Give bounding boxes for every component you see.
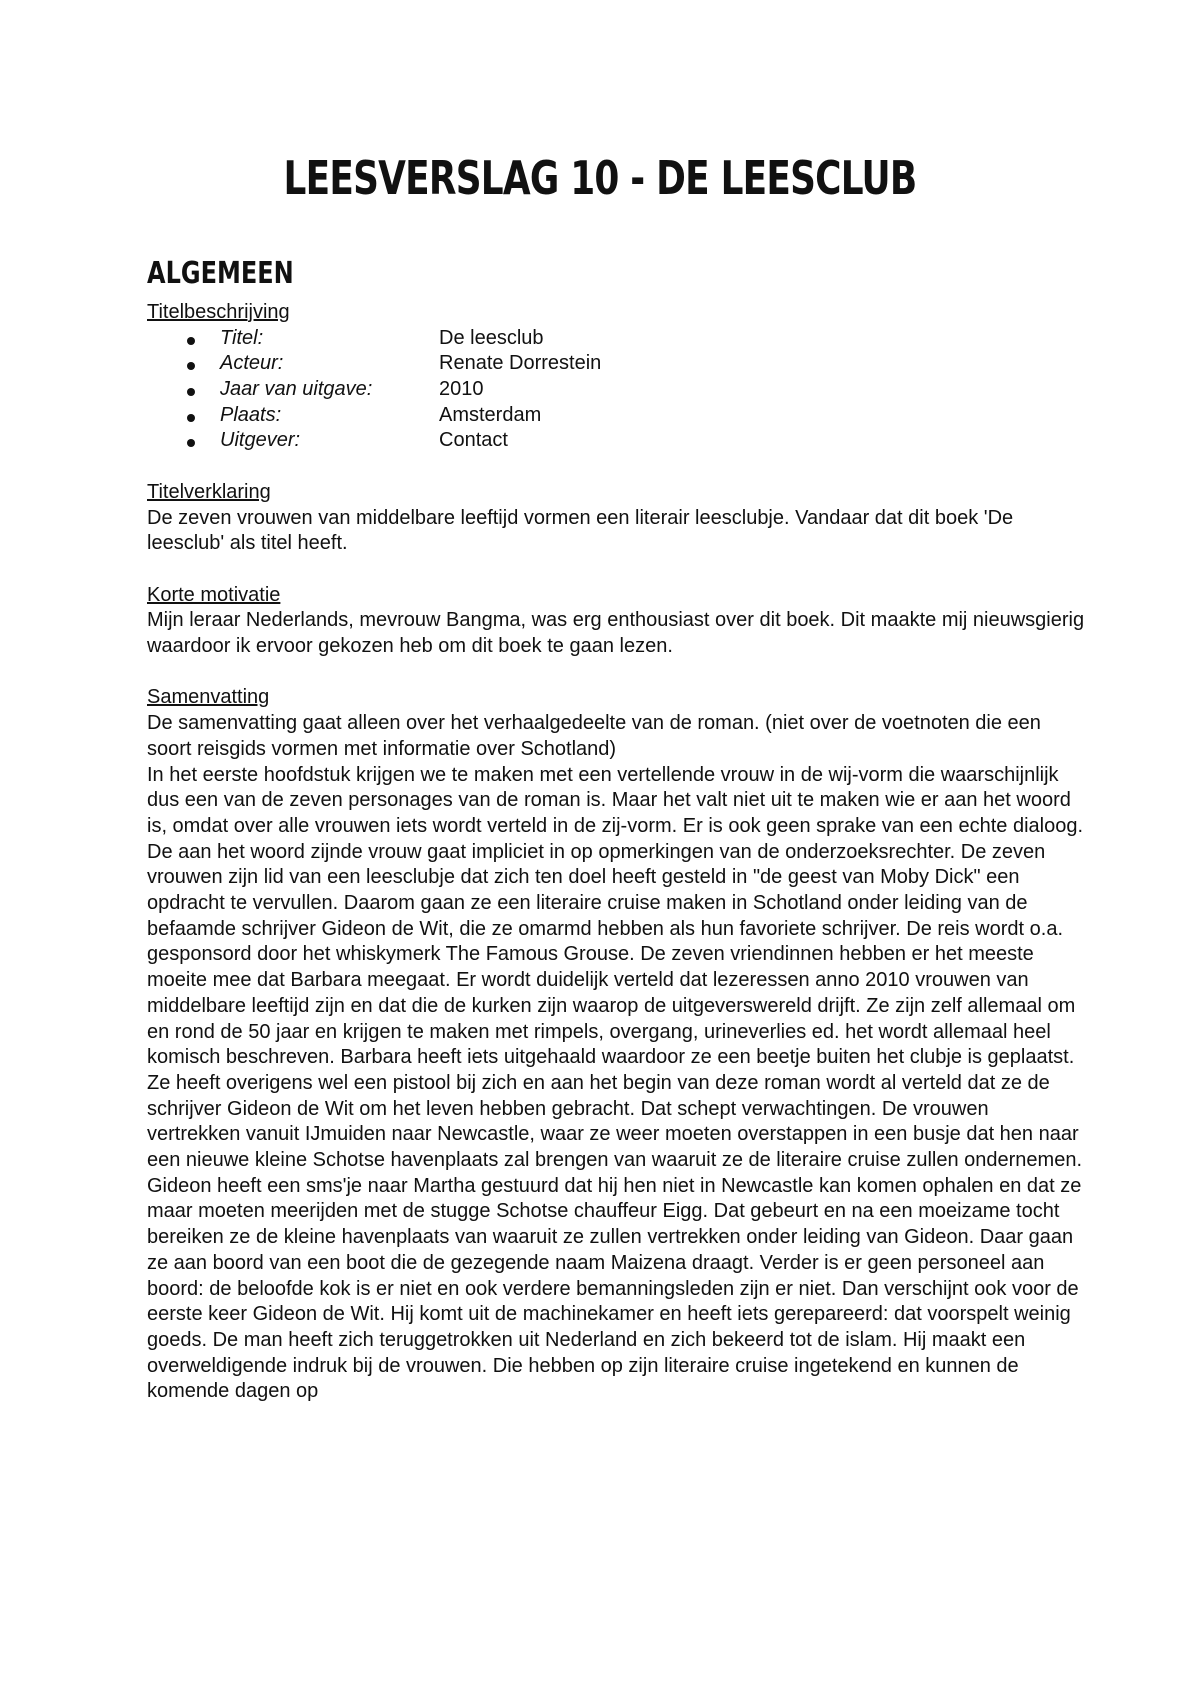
titelverklaring-text: De zeven vrouwen van middelbare leeftijd vormen een literair leesclubje. Vandaar dat dit boek 'De leesclub' als titel heeft. <box>147 506 1014 555</box>
spacer <box>147 454 1087 480</box>
samenvatting-heading: Samenvatting <box>147 686 270 709</box>
titelverklaring-section <box>147 480 1087 557</box>
info-item-titel <box>147 326 1087 352</box>
info-label: Titel: <box>220 326 264 349</box>
korte-motivatie-heading: Korte motivatie <box>147 583 281 606</box>
info-value: 2010 <box>439 378 484 401</box>
titelbeschrijving-heading: Titelbeschrijving <box>147 301 290 323</box>
samenvatting-body: In het eerste hoofdstuk krijgen we te maken met een vertellende vrouw in de wij-vorm die waarschijnlijk dus een van de zeven personages van de roman is. Maar het valt niet uit te maken wie er aan het woord is, omdat over alle vrouwen iets wordt verteld in de zij-vorm. Er is ook geen sprake van een echte dialoog. De aan het woord zijnde vrouw gaat impliciet in op opmerkingen van de onderzoeksrechter. De zeven vrouwen zijn lid van een leesclubje dat zich ten doel heeft gesteld in "de geest van Moby Dick" een opdracht te vervullen. Daarom gaan ze een literaire cruise maken in Schotland onder leiding van de befaamde schrijver Gideon de Wit, die ze omarmd hebben als hun favoriete schrijver. De reis wordt o.a. gesponsord door het whiskymerk The Famous Grouse. De zeven vriendinnen hebben er het meeste moeite mee dat Barbara meegaat. Er wordt duidelijk verteld dat lezeressen anno 2010 vrouwen van middelbare leeftijd zijn en dat die de kurken zijn waarop de uitgeverswereld drijft. Ze zijn zelf allemaal om en rond de 50 jaar en krijgen te maken met rimpels, overgang, urineverlies ed. het wordt allemaal heel komisch beschreven. Barbara heeft iets uitgehaald waardoor ze een beetje buiten het clubje is geplaatst. Ze heeft overigens wel een pistool bij zich en aan het begin van deze roman wordt al verteld dat ze de schrijver Gideon de Wit om het leven hebben gebracht. Dat schept verwachtingen. De vrouwen vertrekken vanuit IJmuiden naar Newcastle, waar ze weer moeten overstappen in een busje dat hen naar een nieuwe kleine Schotse havenplaats zal brengen van waaruit ze de literaire cruise zullen ondernemen. Gideon heeft een sms'je naar Martha gestuurd dat hij hen niet in Newcastle kan komen ophalen en dat ze maar moeten meerijden met de stugge Schotse chauffeur Eigg. Dat gebeurt en na een moeizame tocht bereiken ze de kleine havenplaats van waaruit ze zullen vertrekken onder leiding van Gideon. Daar gaan ze aan boord van een boot die de gezegende naam Maizena draagt. Verder is er geen personeel aan boord: de beloofde kok is er niet en ook verdere bemanningsleden zijn er niet. Dan verschijnt ook voor de eerste keer Gideon de Wit. Hij komt uit de machinekamer en heeft iets gerepareerd: dat voorspelt weinig goeds. De man heeft zich teruggetrokken uit Nederland en zich bekeerd tot de islam. Hij maakt een overweldigende indruk bij de vrouwen. Die hebben op zijn literaire cruise ingetekend en kunnen de komende dagen op <box>147 763 1084 1403</box>
korte-motivatie-text: Mijn leraar Nederlands, mevrouw Bangma, was erg enthousiast over dit boek. Dit maakte mij nieuwsgierig waardoor ik ervoor gekozen heb om dit boek te gaan lezen. <box>147 609 1085 658</box>
info-label: Jaar van uitgave: <box>220 378 373 401</box>
samenvatting-intro: De samenvatting gaat alleen over het verhaalgedeelte van de roman. (niet over de voetnoten die een soort reisgids vormen met informatie over Schotland) <box>147 712 1041 760</box>
titelverklaring-heading: Titelverklaring <box>147 480 271 503</box>
info-value: De leesclub <box>439 326 544 349</box>
info-item-uitgever <box>147 428 1087 454</box>
info-value: Contact <box>439 429 508 452</box>
samenvatting-section <box>147 685 1087 1405</box>
info-label: Acteur: <box>220 352 284 375</box>
bullet-icon <box>187 388 195 396</box>
title-info-list <box>147 326 1087 454</box>
info-item-acteur <box>147 351 1087 377</box>
section-heading-algemeen: ALGEMEEN <box>147 256 294 291</box>
spacer <box>147 660 1087 686</box>
bullet-icon <box>187 337 195 345</box>
info-label: Uitgever: <box>220 429 301 452</box>
info-item-plaats <box>147 403 1087 429</box>
bullet-icon <box>187 439 195 447</box>
info-item-jaar <box>147 377 1087 403</box>
document-title: LEESVERSLAG 10 - DE LEESCLUB <box>283 151 917 205</box>
korte-motivatie-section <box>147 583 1087 660</box>
bullet-icon <box>187 414 195 422</box>
titelbeschrijving-section <box>147 300 1087 454</box>
info-value: Amsterdam <box>439 403 542 426</box>
info-value: Renate Dorrestein <box>439 352 602 375</box>
spacer <box>147 557 1087 583</box>
bullet-icon <box>187 362 195 370</box>
info-label: Plaats: <box>220 403 282 426</box>
document-body <box>147 300 1087 1405</box>
